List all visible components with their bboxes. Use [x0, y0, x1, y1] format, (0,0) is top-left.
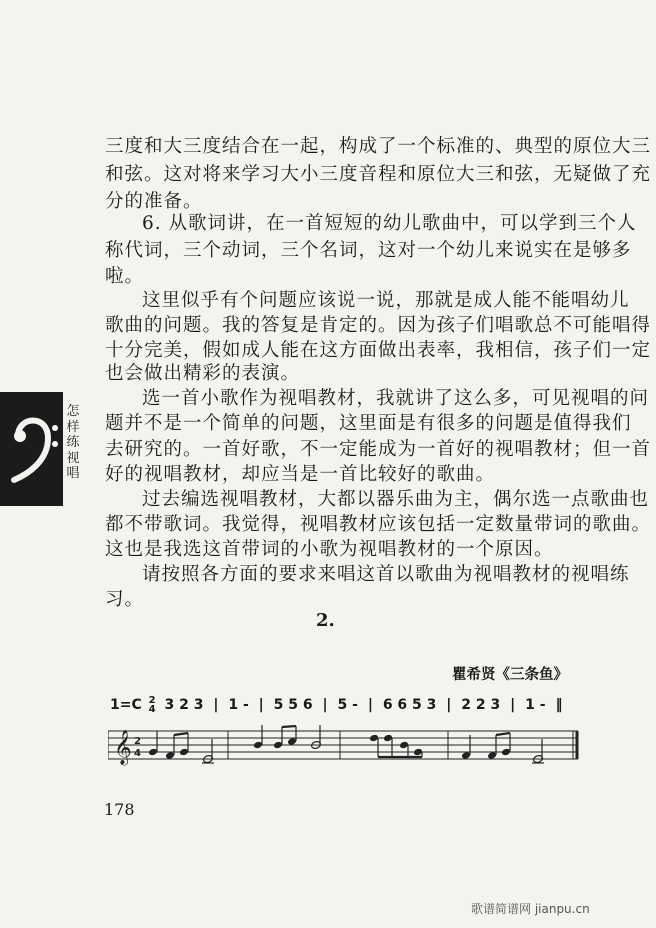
text-line: 过去编选视唱教材，大都以器乐曲为主，偶尔选一点歌曲也: [142, 489, 650, 510]
text-line: 习。: [105, 589, 145, 610]
text-line: 啦。: [105, 266, 145, 287]
tab-char: 练: [66, 435, 80, 450]
text-line: 都不带歌词。我觉得，视唱教材应该包括一定数量带词的歌曲。: [105, 514, 652, 535]
measure: 2 2 3: [461, 697, 501, 713]
page-number: 178: [104, 800, 135, 819]
chapter-tab-label: [64, 404, 82, 482]
measure: 3 2 3: [164, 697, 204, 713]
text-line: 这里似乎有个问题应该说一说，那就是成人能不能唱幼儿: [142, 290, 630, 311]
chapter-tab: [0, 392, 63, 506]
tab-char: 视: [66, 450, 80, 466]
text-line: 这也是我选这首带词的小歌为视唱教材的一个原因。: [105, 539, 554, 560]
numbered-notation: 1=C 2 4 3 2 3 | 1 - | 5 5 6 | 5 - | 6 6 5 3 | 2 2 3 | 1 - ‖: [110, 695, 563, 715]
staff-notation: [108, 725, 588, 773]
key-signature: 1=C: [110, 697, 142, 713]
text-line: 称代词，三个动词，三个名词，这对一个幼儿来说实在是够多: [105, 240, 632, 261]
text-line: 十分完美，假如成人能在这方面做出表率，我相信，孩子们一定: [105, 340, 652, 361]
text-line: 歌曲的问题。我的答复是肯定的。因为孩子们唱歌总不可能唱得: [105, 315, 652, 336]
measure: 5 -: [337, 697, 358, 713]
tab-char: 样: [66, 419, 80, 435]
measure: 5 5 6: [273, 697, 313, 713]
svg-text:2: 2: [134, 736, 141, 747]
text-line: 6. 从歌词讲，在一首短短的幼儿歌曲中，可以学到三个人: [142, 213, 637, 234]
song-number: 2.: [316, 610, 335, 631]
text-line: 题并不是一个简单的问题，这里面是有很多的问题是值得我们: [105, 413, 632, 434]
svg-text:4: 4: [134, 748, 141, 759]
tab-char: 唱: [66, 466, 80, 481]
text-line: 也会做出精彩的表演。: [105, 363, 301, 384]
tab-char: 怎: [66, 404, 80, 419]
text-line: 选一首小歌作为视唱教材，我就讲了这么多，可见视唱的问: [142, 388, 650, 409]
text-line: 三度和大三度结合在一起，构成了一个标准的、典型的原位大三: [105, 136, 652, 157]
bass-clef-icon: [8, 406, 58, 486]
watermark: 歌谱简谱网 jianpu.cn: [471, 902, 590, 916]
svg-text:𝄞: 𝄞: [114, 730, 132, 765]
song-attribution: 瞿希贤《三条鱼》: [452, 666, 568, 683]
text-line: 去研究的。一首好歌，不一定能成为一首好的视唱教材；但一首: [105, 439, 652, 460]
measure: 1 -: [525, 697, 546, 713]
text-line: 好的视唱教材，却应当是一首比较好的歌曲。: [105, 464, 496, 485]
time-signature: 2 4: [148, 695, 156, 715]
text-line: 和弦。这对将来学习大小三度音程和原位大三和弦，无疑做了充: [105, 164, 652, 185]
text-line: 分的准备。: [105, 191, 203, 212]
measure: 1 -: [228, 697, 249, 713]
text-line: 请按照各方面的要求来唱这首以歌曲为视唱教材的视唱练: [142, 564, 630, 585]
measure: 6 6 5 3: [382, 697, 437, 713]
